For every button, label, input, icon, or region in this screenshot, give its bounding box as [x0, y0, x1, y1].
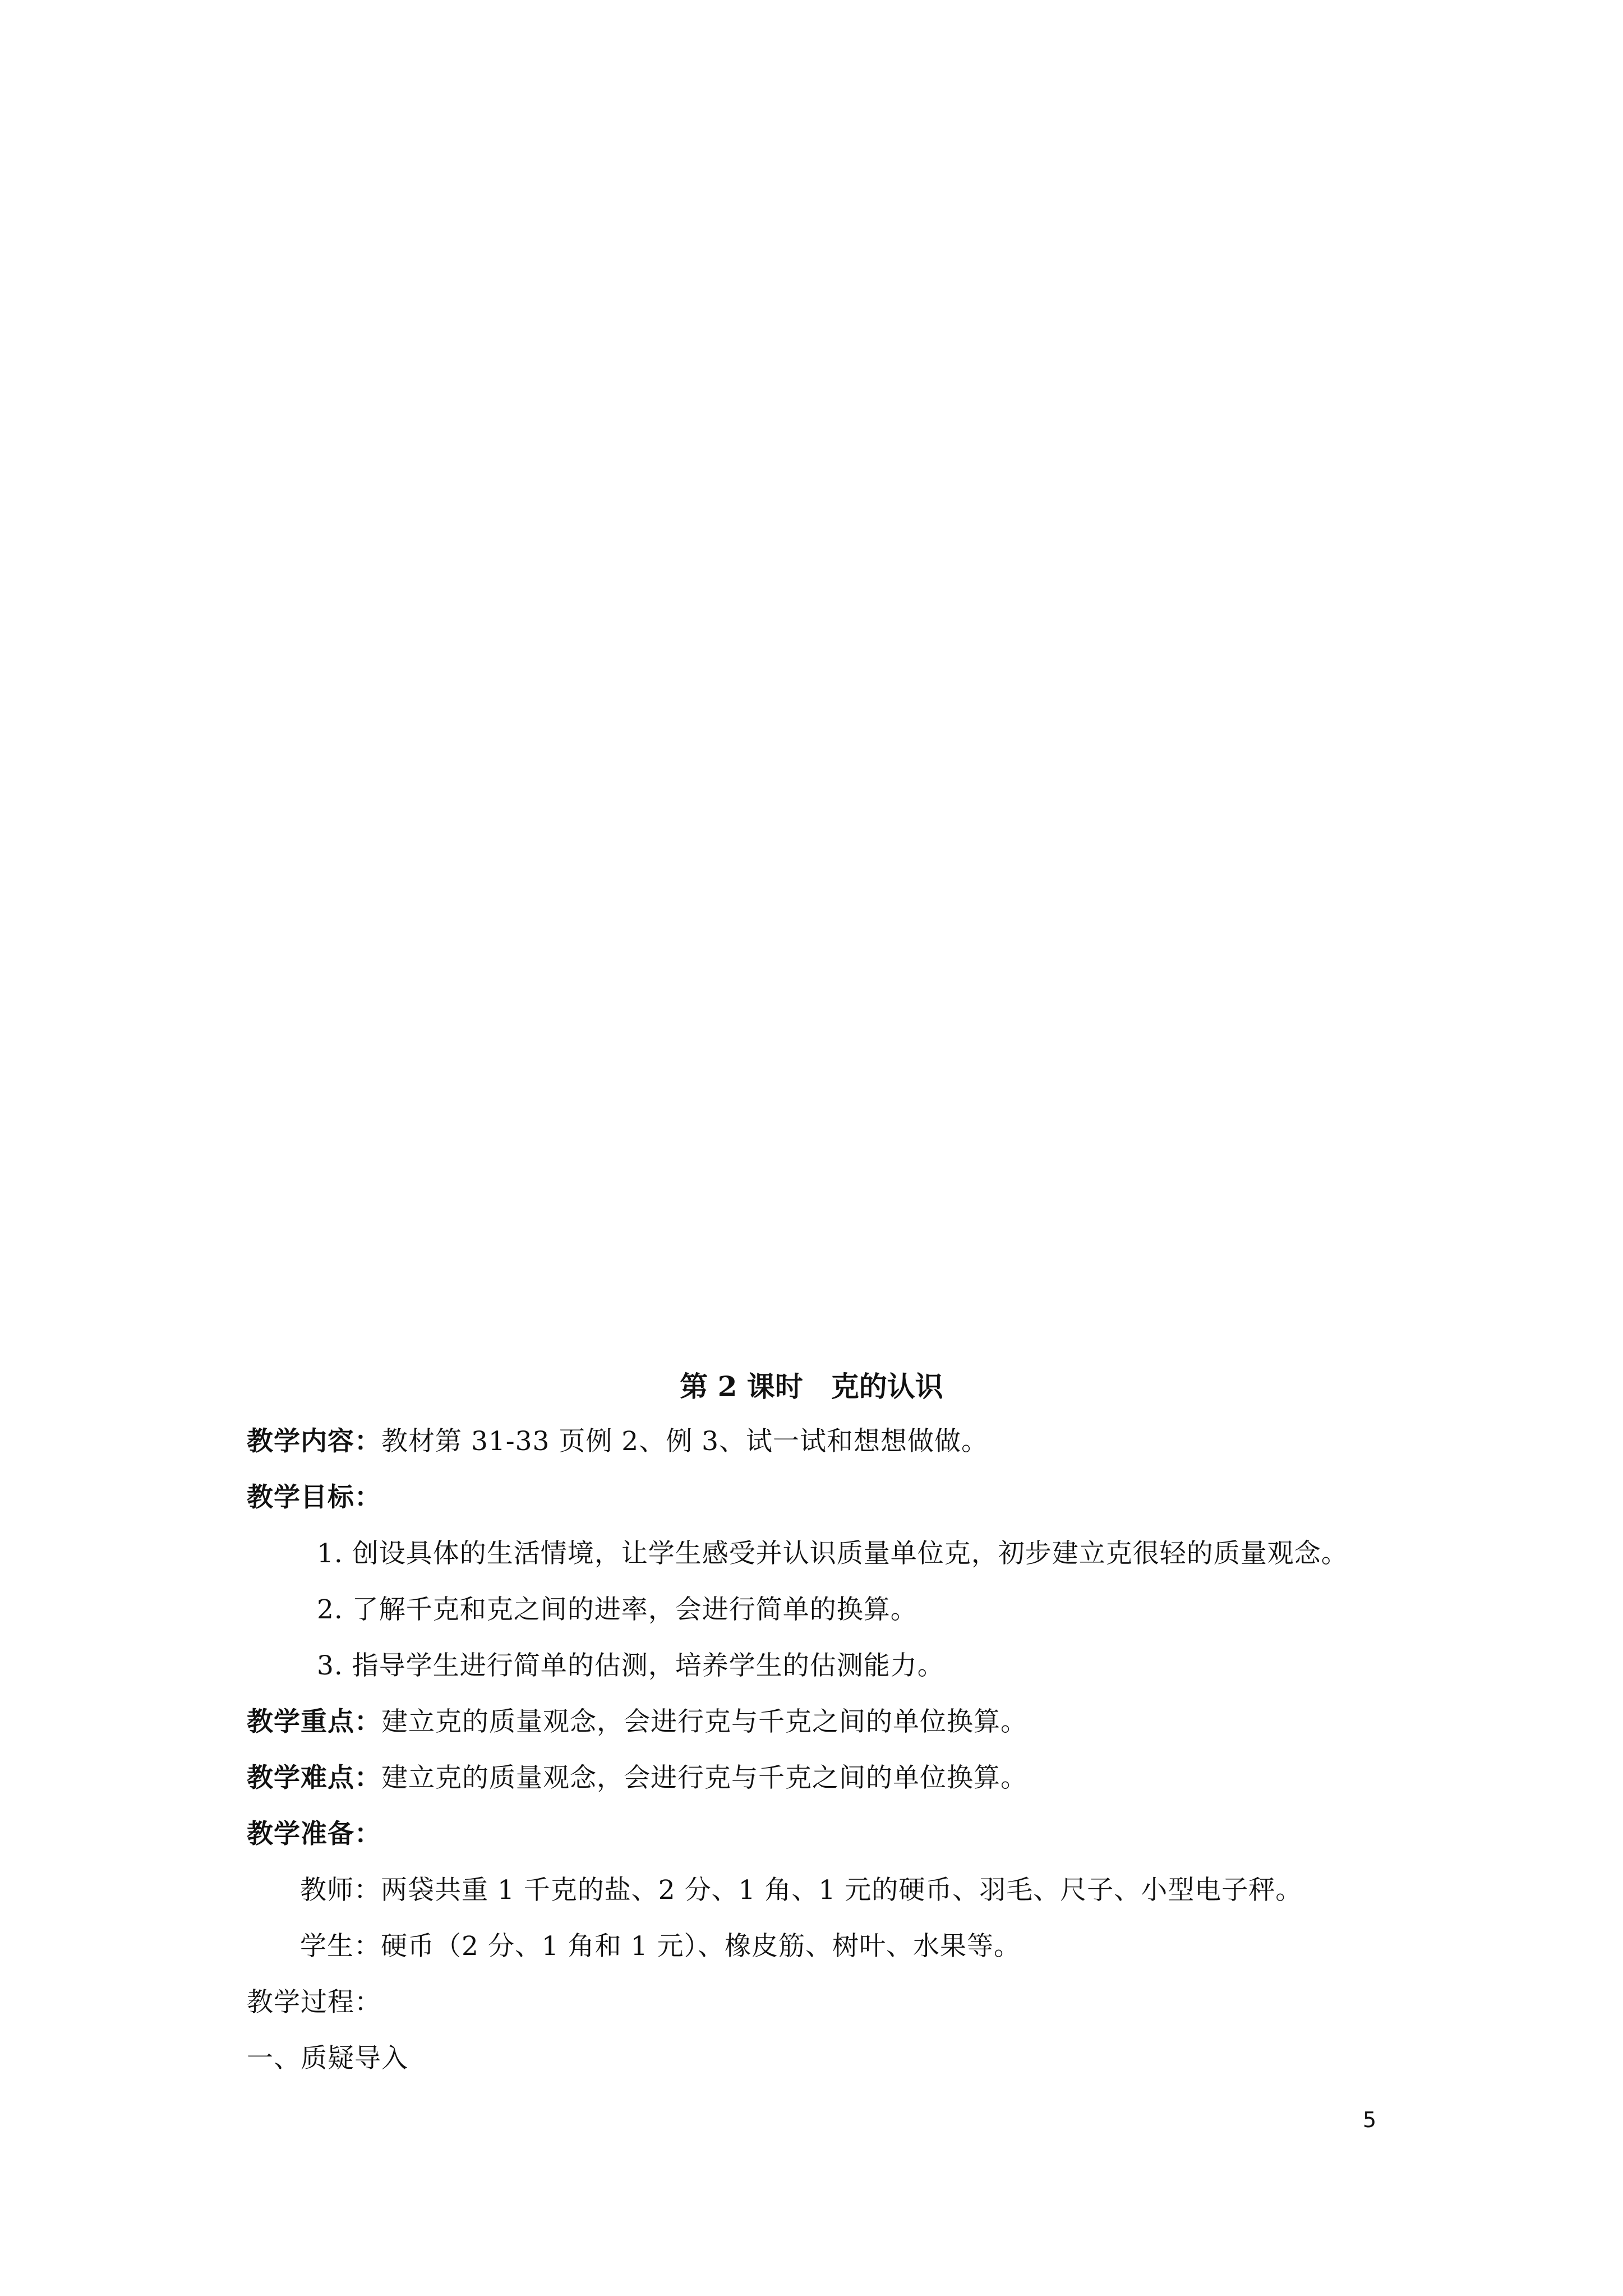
teaching-process-heading: 教学过程： — [247, 1987, 381, 2018]
key-point-label: 教学重点： — [247, 1706, 381, 1737]
difficulty-text: 建立克的质量观念，会进行克与千克之间的单位换算。 — [381, 1763, 1027, 1793]
teaching-content-text: 教材第 31-33 页例 2、例 3、试一试和想想做做。 — [381, 1426, 989, 1457]
key-point — [247, 1705, 1027, 1739]
student-preparation: 学生：硬币（2 分、1 角和 1 元）、橡皮筋、树叶、水果等。 — [300, 1931, 1021, 1962]
key-point-text: 建立克的质量观念，会进行克与千克之间的单位换算。 — [381, 1706, 1027, 1737]
goal-text: 了解千克和克之间的进率，会进行简单的换算。 — [352, 1594, 917, 1625]
goal-number: 2. — [317, 1594, 343, 1625]
teacher-preparation: 教师：两袋共重 1 千克的盐、2 分、1 角、1 元的硬币、羽毛、尺子、小型电子秤。 — [300, 1875, 1303, 1906]
goal-number: 3. — [317, 1650, 343, 1681]
teaching-content-label: 教学内容： — [247, 1426, 381, 1457]
teaching-goals-heading — [247, 1481, 381, 1515]
lesson-topic: 克的认识 — [831, 1370, 943, 1403]
goal-number: 1. — [317, 1538, 343, 1569]
goal-item — [317, 1593, 917, 1627]
teaching-content — [247, 1425, 988, 1458]
teaching-goals-label: 教学目标： — [247, 1482, 381, 1513]
difficulty-label: 教学难点： — [247, 1763, 381, 1793]
goal-text: 指导学生进行简单的估测，培养学生的估测能力。 — [352, 1650, 944, 1681]
difficulty — [247, 1761, 1027, 1795]
lesson-number: 第 2 课时 — [680, 1370, 803, 1403]
goal-item — [317, 1537, 1348, 1571]
preparation-heading — [247, 1818, 381, 1851]
goal-text: 创设具体的生活情境，让学生感受并认识质量单位克，初步建立克很轻的质量观念。 — [352, 1538, 1348, 1569]
page-number: 5 — [1363, 2108, 1377, 2132]
goal-item — [317, 1649, 944, 1683]
lesson-title — [0, 1369, 1623, 1405]
section-heading: 一、质疑导入 — [247, 2043, 408, 2074]
preparation-label: 教学准备： — [247, 1819, 381, 1849]
